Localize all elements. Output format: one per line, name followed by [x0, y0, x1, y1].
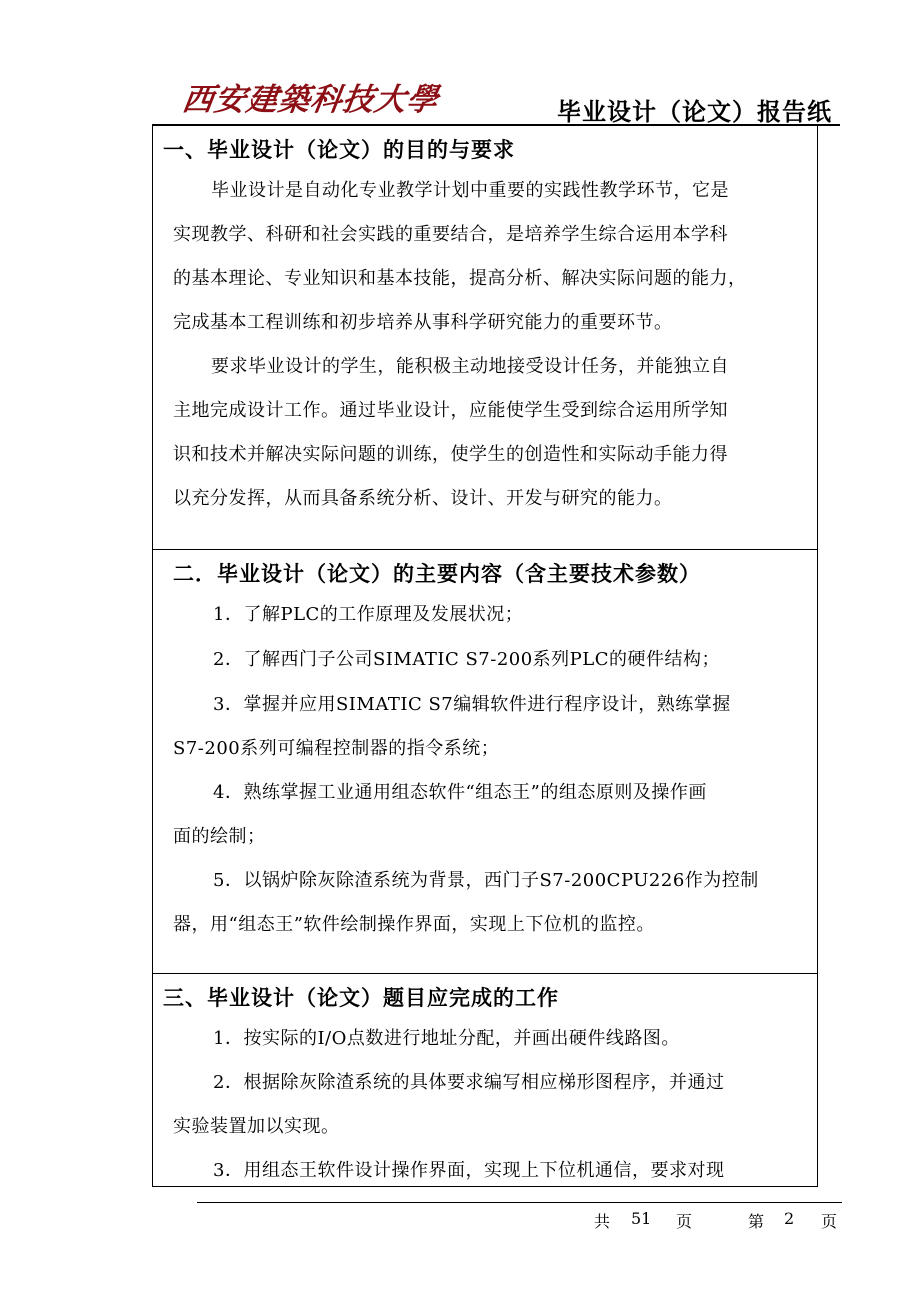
list-item: 3．用组态王软件设计操作界面，实现上下位机通信，要求对现 [213, 1160, 725, 1181]
paragraph-line: 的基本理论、专业知识和基本技能，提高分析、解决实际问题的能力， [173, 268, 747, 289]
list-item: 1．了解PLC的工作原理及发展状况； [213, 604, 524, 625]
list-item: 1．按实际的I/O点数进行地址分配，并画出硬件线路图。 [213, 1028, 680, 1049]
section-tasks [153, 973, 817, 1186]
university-logo: 西安建築科技大學 [179, 82, 442, 118]
paragraph-line: 以充分发挥，从而具备系统分析、设计、开发与研究的能力。 [173, 488, 673, 509]
page-count-total: 51 [631, 1209, 652, 1228]
paragraph-line: 实现教学、科研和社会实践的重要结合，是培养学生综合运用本学科 [173, 224, 728, 245]
content-frame [152, 126, 818, 1187]
paragraph-line: 毕业设计是自动化专业教学计划中重要的实践性教学环节，它是 [211, 180, 729, 201]
list-item: 5．以锅炉除灰除渣系统为背景，西门子S7-200CPU226作为控制 [213, 870, 759, 891]
paragraph-line: 识和技术并解决实际问题的训练，使学生的创造性和实际动手能力得 [173, 444, 728, 465]
list-item: 3．掌握并应用SIMATIC S7编辑软件进行程序设计，熟练掌握 [213, 694, 731, 715]
section-title: 三、毕业设计（论文）题目应完成的工作 [163, 986, 559, 1010]
page-number-suffix: 页 [821, 1212, 838, 1231]
list-item: 器，用“组态王”软件绘制操作界面，实现上下位机的监控。 [173, 914, 655, 935]
section-title: 一、毕业设计（论文）的目的与要求 [163, 138, 515, 162]
footer-rule [197, 1202, 842, 1203]
paragraph-line: 主地完成设计工作。通过毕业设计，应能使学生受到综合运用所学知 [173, 400, 728, 421]
section-title: 二．毕业设计（论文）的主要内容（含主要技术参数） [173, 562, 701, 586]
list-item: 2．了解西门子公司SIMATIC S7-200系列PLC的硬件结构； [213, 649, 721, 670]
page-count-suffix: 页 [676, 1212, 693, 1231]
list-item: 2．根据除灰除渣系统的具体要求编写相应梯形图程序，并通过 [213, 1072, 725, 1093]
section-purpose [153, 126, 817, 549]
page-number-prefix: 第 [748, 1212, 765, 1231]
page-count-prefix: 共 [594, 1212, 611, 1231]
list-item: 4．熟练掌握工业通用组态软件“组态王”的组态原则及操作画 [213, 782, 707, 803]
page-number-current: 2 [784, 1209, 795, 1228]
list-item: S7-200系列可编程控制器的指令系统； [173, 738, 500, 759]
section-content [153, 549, 817, 973]
report-paper-title: 毕业设计（论文）报告纸 [557, 98, 832, 126]
list-item: 面的绘制； [173, 826, 266, 847]
list-item: 实验装置加以实现。 [173, 1116, 340, 1137]
paragraph-line: 完成基本工程训练和初步培养从事科学研究能力的重要环节。 [173, 312, 673, 333]
paragraph-line: 要求毕业设计的学生，能积极主动地接受设计任务，并能独立自 [211, 356, 729, 377]
